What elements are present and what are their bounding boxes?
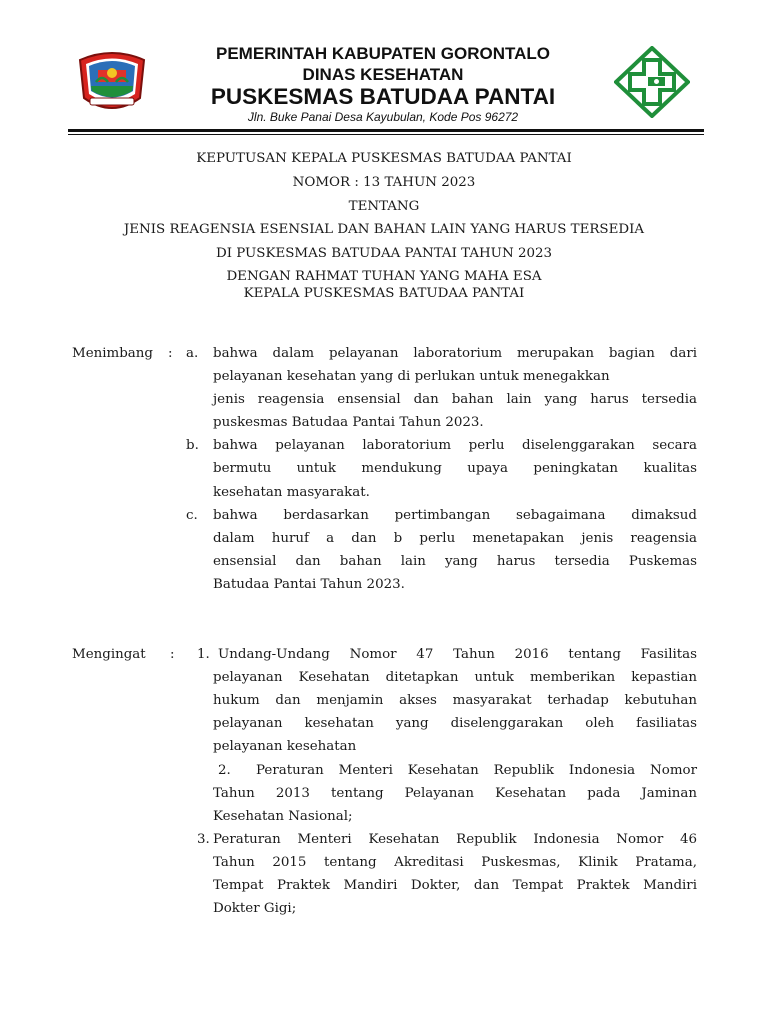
mengingat-label: Mengingat [72, 647, 146, 662]
menimbang-a-line3: jenis reagensia ensensial dan bahan lain yang harus tersedia [213, 392, 697, 407]
decree-subject-line2: DI PUSKESMAS BATUDAA PANTAI TAHUN 2023 [215, 246, 553, 261]
menimbang-b-line1: bahwa pelayanan laboratorium perlu diselenggarakan secara [213, 438, 697, 453]
mengingat-1-line2: pelayanan Kesehatan ditetapkan untuk memberikan kepastian [213, 670, 697, 685]
mengingat-2-line2: Tahun 2013 tentang Pelayanan Kesehatan pada Jaminan [213, 786, 697, 801]
decree-issuer: KEPALA PUSKESMAS BATUDAA PANTAI [243, 286, 525, 301]
menimbang-b-line2: bermutu untuk mendukung upaya peningkatan kualitas [213, 461, 697, 476]
mengingat-marker-1: 1. [197, 647, 210, 662]
decree-title: KEPUTUSAN KEPALA PUSKESMAS BATUDAA PANTAI [196, 151, 572, 166]
decree-tentang: TENTANG [348, 199, 420, 214]
menimbang-a-line4: puskesmas Batudaa Pantai Tahun 2023. [213, 415, 484, 430]
menimbang-label: Menimbang [72, 346, 153, 361]
menimbang-c-line2: dalam huruf a dan b perlu menetapakan jenis reagensia [213, 531, 697, 546]
menimbang-c-line1: bahwa berdasarkan pertimbangan sebagaimana dimaksud [213, 508, 697, 523]
kabupaten-gorontalo-logo [74, 46, 150, 118]
decree-subject-line1: JENIS REAGENSIA ESENSIAL DAN BAHAN LAIN YANG HARUS TERSEDIA [123, 222, 645, 237]
mengingat-1-line3: hukum dan menjamin akses masyarakat terhadap kebutuhan [213, 693, 697, 708]
mengingat-3-line2: Tahun 2015 tentang Akreditasi Puskesmas, Klinik Pratama, [213, 855, 697, 870]
mengingat-1-line1: Undang-Undang Nomor 47 Tahun 2016 tentang Fasilitas [218, 647, 697, 662]
menimbang-colon: : [168, 346, 173, 361]
decree-invocation: DENGAN RAHMAT TUHAN YANG MAHA ESA [226, 269, 542, 284]
mengingat-2-line1: Peraturan Menteri Kesehatan Republik Indonesia Nomor [256, 763, 697, 778]
header-address: Jln. Buke Panai Desa Kayubulan, Kode Pos 96272 [247, 110, 519, 124]
menimbang-c-line3: ensensial dan bahan lain yang harus tersedia Puskemas [213, 554, 697, 569]
mengingat-2-line3: Kesehatan Nasional; [213, 809, 353, 824]
mengingat-1-line5: pelayanan kesehatan [213, 739, 357, 754]
header-department: DINAS KESEHATAN [302, 65, 464, 84]
mengingat-3-line1: Peraturan Menteri Kesehatan Republik Indonesia Nomor 46 [213, 832, 697, 847]
header-rule-thick [68, 129, 704, 132]
mengingat-colon: : [170, 647, 175, 662]
menimbang-a-line2: pelayanan kesehatan yang di perlukan untuk menegakkan [213, 369, 610, 384]
menimbang-marker-b: b. [186, 438, 199, 453]
header-rule-thin [68, 134, 704, 135]
menimbang-c-line4: Batudaa Pantai Tahun 2023. [213, 577, 405, 592]
mengingat-marker-2: 2. [218, 763, 231, 778]
menimbang-marker-c: c. [186, 508, 198, 523]
header-government: PEMERINTAH KABUPATEN GORONTALO [215, 44, 550, 63]
mengingat-1-line4: pelayanan kesehatan yang diselenggarakan oleh fasiliatas [213, 716, 697, 731]
mengingat-3-line4: Dokter Gigi; [213, 901, 297, 916]
mengingat-3-line3: Tempat Praktek Mandiri Dokter, dan Tempat Praktek Mandiri [213, 878, 697, 893]
decree-number: NOMOR : 13 TAHUN 2023 [292, 175, 476, 190]
menimbang-b-line3: kesehatan masyarakat. [213, 485, 370, 500]
header-institution: PUSKESMAS BATUDAA PANTAI [210, 84, 556, 109]
menimbang-marker-a: a. [186, 346, 199, 361]
menimbang-a-line1: bahwa dalam pelayanan laboratorium merupakan bagian dari [213, 346, 697, 361]
mengingat-marker-3: 3. [197, 832, 210, 847]
puskesmas-logo [614, 46, 690, 118]
